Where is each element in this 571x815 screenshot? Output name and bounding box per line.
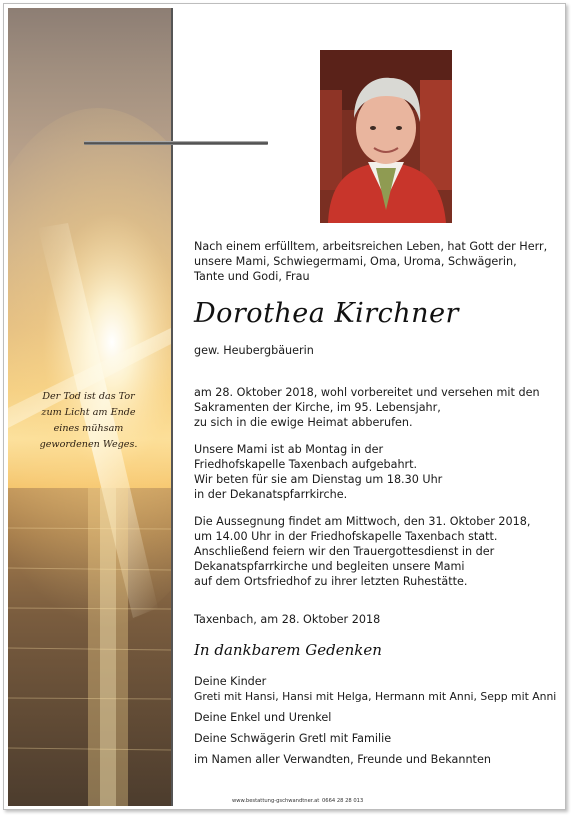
gedenken-heading: In dankbarem Gedenken <box>194 641 382 659</box>
funeral-line: Dekanatspfarrkirche und begleiten unsere Mami <box>194 560 465 573</box>
sunset-sea-photo <box>8 8 171 806</box>
portrait-photo <box>320 50 452 223</box>
place-date: Taxenbach, am 28. Oktober 2018 <box>194 613 381 626</box>
intro-line: Nach einem erfülltem, arbeitsreichen Leben, hat Gott der Herr, <box>194 240 548 253</box>
funeral-line: Die Aussegnung findet am Mittwoch, den 31. Oktober 2018, <box>194 515 531 528</box>
death-notice-line: zu sich in die ewige Heimat abberufen. <box>194 416 413 429</box>
intro-line: Tante und Godi, Frau <box>194 270 310 283</box>
cross-horizontal-beam <box>84 141 268 145</box>
mourners-children-names: Greti mit Hansi, Hansi mit Helga, Hermann mit Anni, Sepp mit Anni <box>194 690 557 703</box>
funeral-line: auf dem Ortsfriedhof zu ihrer letzten Ruhestätte. <box>194 575 468 588</box>
deceased-name: Dorothea Kirchner <box>194 298 459 329</box>
intro-line: unsere Mami, Schwiegermami, Oma, Uroma, Schwägerin, <box>194 255 517 268</box>
side-quote-line: zum Licht am Ende <box>41 407 136 418</box>
side-quote-line: Der Tod ist das Tor <box>42 391 135 402</box>
mourners-sister-in-law: Deine Schwägerin Gretl mit Familie <box>194 732 392 745</box>
cross-vertical-beam <box>171 8 173 806</box>
viewing-line: Wir beten für sie am Dienstag um 18.30 Uhr <box>194 473 443 486</box>
side-quote <box>26 389 151 453</box>
viewing-line: Unsere Mami ist ab Montag in der <box>194 443 384 456</box>
footer-website: www.bestattung-gschwandtner.at <box>232 798 320 804</box>
funeral-line: Anschließend feiern wir den Trauergottesdienst in der <box>194 545 495 558</box>
viewing-line: Friedhofskapelle Taxenbach aufgebahrt. <box>194 458 418 471</box>
side-quote-line: gewordenen Weges. <box>39 439 138 450</box>
death-notice-line: Sakramenten der Kirche, im 95. Lebensjahr, <box>194 401 441 414</box>
footer-phone: 0664 28 28 013 <box>322 798 364 804</box>
mourners-children-label: Deine Kinder <box>194 675 267 688</box>
mourners-grandchildren: Deine Enkel und Urenkel <box>194 711 332 724</box>
death-notice-line: am 28. Oktober 2018, wohl vorbereitet und versehen mit den <box>194 386 540 399</box>
viewing-line: in der Dekanatspfarrkirche. <box>194 488 348 501</box>
funeral-line: um 14.00 Uhr in der Friedhofskapelle Taxenbach statt. <box>194 530 498 543</box>
mourners-relatives: im Namen aller Verwandten, Freunde und Bekannten <box>194 753 491 766</box>
side-quote-line: eines mühsam <box>53 423 124 434</box>
deceased-subtitle: gew. Heubergbäuerin <box>194 344 314 357</box>
